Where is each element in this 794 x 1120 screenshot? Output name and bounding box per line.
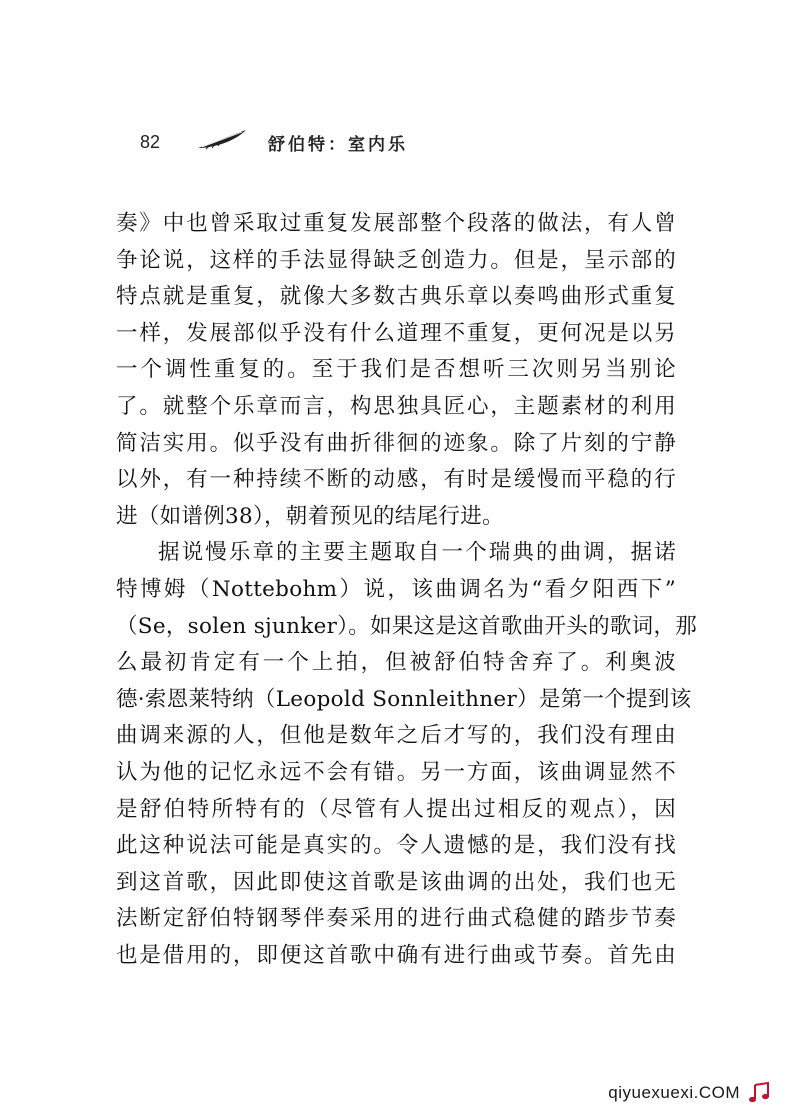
text-line: 一个调性重复的。至于我们是否想听三次则另当别论	[116, 357, 676, 383]
text-line: 么最初肯定有一个上拍，但被舒伯特舍弃了。利奥波	[116, 650, 676, 676]
text-line: 争论说，这样的手法显得缺乏创造力。但是，呈示部的	[116, 247, 676, 273]
text-line: 认为他的记忆永远不会有错。另一方面，该曲调显然不	[116, 759, 676, 785]
running-title: 舒伯特：室内乐	[268, 135, 408, 155]
text-line: 曲调来源的人，但他是数年之后才写的，我们没有理由	[116, 723, 676, 749]
music-note-logo-icon	[746, 1082, 772, 1104]
text-line: 简洁实用。似乎没有曲折徘徊的迹象。除了片刻的宁静	[116, 430, 676, 456]
text-line: 一样，发展部似乎没有什么道理不重复，更何况是以另	[116, 320, 676, 346]
text-line: 德·索恩莱特纳（Leopold Sonnleithner）是第一个提到该	[116, 686, 692, 712]
watermark-text: qiyuexuexi.COM	[608, 1083, 740, 1102]
running-header	[140, 128, 540, 158]
text-line: 到这首歌，因此即使这首歌是该曲调的出处，我们也无	[116, 869, 676, 895]
text-line: （Se，solen sjunker）。如果这是这首歌曲开头的歌词，那	[116, 613, 698, 639]
text-line: 是舒伯特所特有的（尽管有人提出过相反的观点），因	[116, 796, 676, 822]
text-line: 进（如谱例38），朝着预见的结尾行进。	[116, 503, 504, 529]
quill-ornament-icon	[196, 128, 248, 152]
paragraph	[116, 535, 698, 974]
body-text	[116, 206, 698, 974]
text-line: 此这种说法可能是真实的。令人遗憾的是，我们没有找	[116, 833, 676, 859]
site-watermark	[608, 1082, 772, 1104]
text-line: 特点就是重复，就像大多数古典乐章以奏鸣曲形式重复	[116, 284, 676, 310]
paragraph	[116, 206, 676, 535]
text-line: 奏》中也曾采取过重复发展部整个段落的做法，有人曾	[116, 211, 676, 236]
text-line: 据说慢乐章的主要主题取自一个瑞典的曲调，据诺	[158, 540, 676, 566]
text-line: 法断定舒伯特钢琴伴奏采用的进行曲式稳健的踏步节奏	[116, 906, 676, 932]
page-number: 82	[140, 132, 161, 152]
text-line: 也是借用的，即便这首歌中确有进行曲或节奏。首先由	[116, 942, 676, 968]
text-line: 以外，有一种持续不断的动感，有时是缓慢而平稳的行	[116, 467, 676, 493]
text-line: 特博姆（Nottebohm）说，该曲调名为“看夕阳西下”	[116, 576, 676, 602]
text-line: 了。就整个乐章而言，构思独具匠心，主题素材的利用	[116, 393, 676, 419]
